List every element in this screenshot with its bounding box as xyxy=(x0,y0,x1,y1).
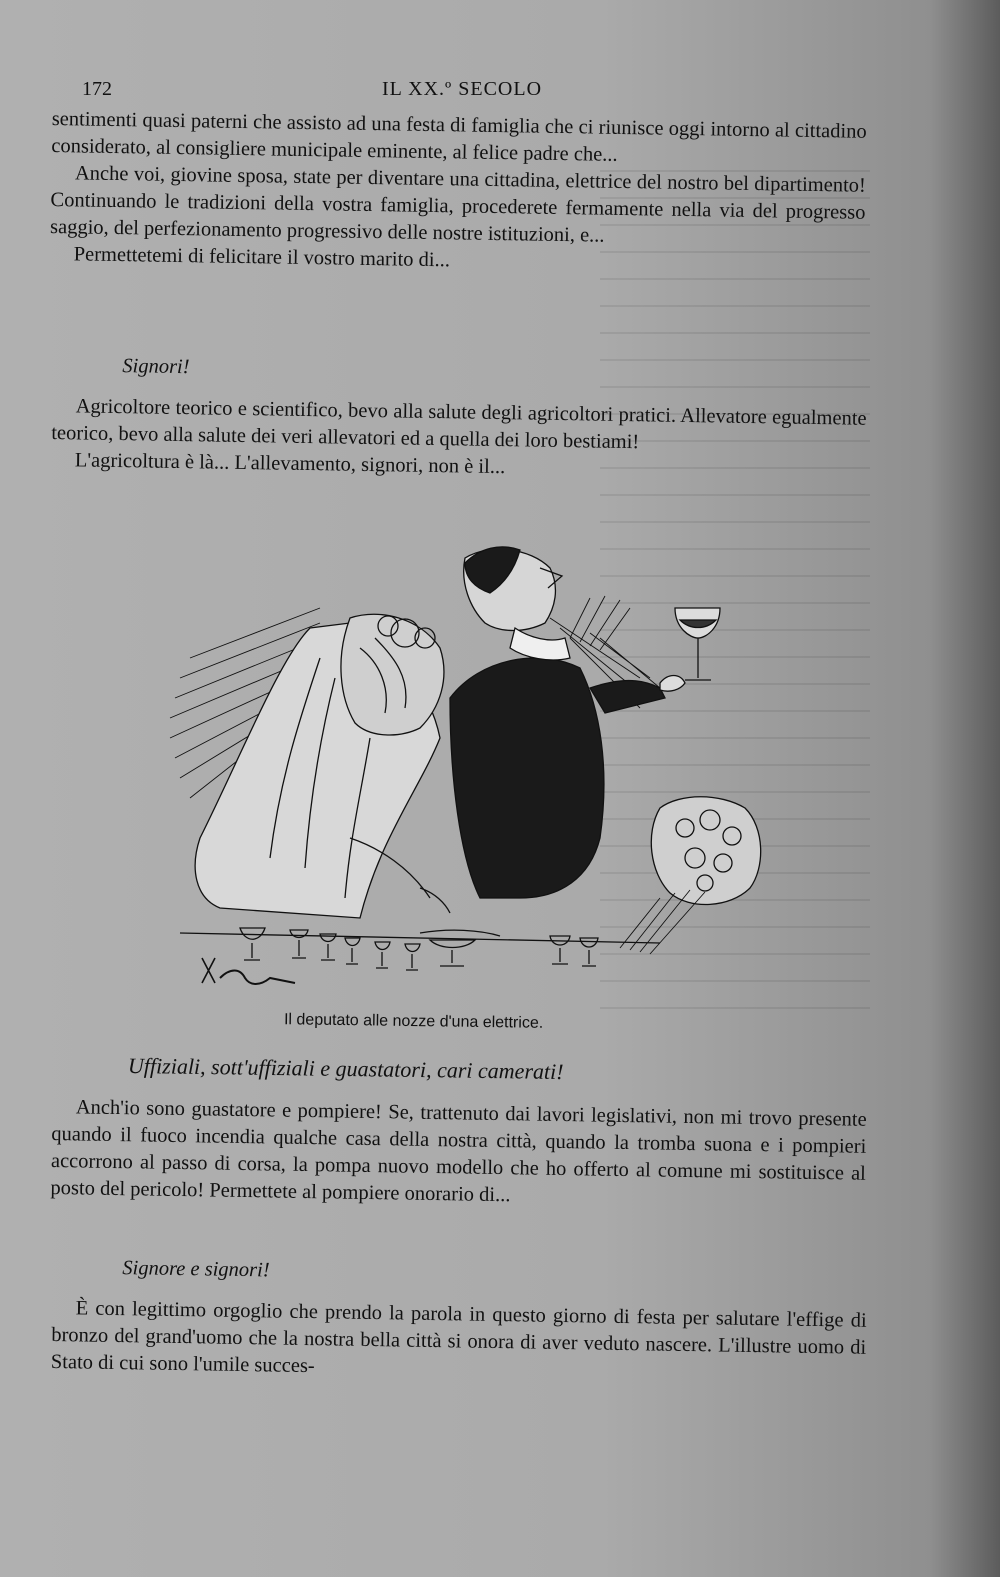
paragraph: sentimenti quasi paterni che assisto ad una festa di famiglia che ci riunisce oggi intorno al cittadino considerato, al consigliere municipale eminente, al felice padre che... xyxy=(51,107,867,166)
raised-wine-glass xyxy=(675,608,720,680)
paragraph: È con legittimo orgoglio che prendo la parola in questo giorno di festa per salutare l'effige di bronzo del grand'uomo che la nostra bella città si onora di aver veduto nascere. L'illustre uomo di Stato di cui sono l'umile succes- xyxy=(50,1297,867,1378)
artist-signature xyxy=(202,958,295,984)
banquet-table xyxy=(180,928,660,970)
illustration-caption: Il deputato alle nozze d'una elettrice. xyxy=(283,1011,544,1032)
paragraph: Agricoltore teorico e scientifico, bevo alla salute degli agricoltori pratici. Allevatore egualmente teorico, bevo alla salute dei veri allevatori ed a quella dei loro bestiami! xyxy=(51,395,867,454)
bride-figure xyxy=(195,614,450,918)
paragraph: Anch'io sono guastatore e pompiere! Se, trattenuto dai lavori legislativi, non mi trovo presente quando il fuoco incendia qualche casa della nostra città, quando la tromba suona e i pompieri accorrono al passo di corsa, la pompa nuovo modello che ho offerto al comune mi sostituisce al posto del pericolo! Permettete al pompiere onorario di... xyxy=(50,1096,867,1207)
page-number: 172 xyxy=(82,78,112,100)
engraving-deputy-at-wedding xyxy=(120,538,780,1008)
salutation: Uffiziali, sott'uffiziali e guastatori, cari camerati! xyxy=(127,1052,564,1085)
text-block-agriculture xyxy=(51,355,867,487)
deputy-figure xyxy=(450,547,685,898)
running-head xyxy=(82,78,850,104)
salutation: Signori! xyxy=(122,355,190,379)
paragraph: Permettetemi di felicitare il vostro marito di... xyxy=(73,243,451,272)
text-block-firemen xyxy=(50,1094,867,1215)
running-title: IL XX.º SECOLO xyxy=(382,78,543,100)
salutation: Signore e signori! xyxy=(122,1257,270,1282)
text-block-statue xyxy=(50,1257,867,1389)
paragraph: Anche voi, giovine sposa, state per diventare una cittadina, elettrice del nostro bel dipartimento! Continuando le tradizioni della vostra famiglia, procederete fermamente nella via del progresso saggio, del perfezionamento progressivo delle nostre istituzioni, e... xyxy=(49,162,867,247)
paragraph: L'agricoltura è là... L'allevamento, signori, non è il... xyxy=(74,449,506,479)
flower-bouquet xyxy=(651,797,760,905)
text-block-opening xyxy=(49,106,866,281)
